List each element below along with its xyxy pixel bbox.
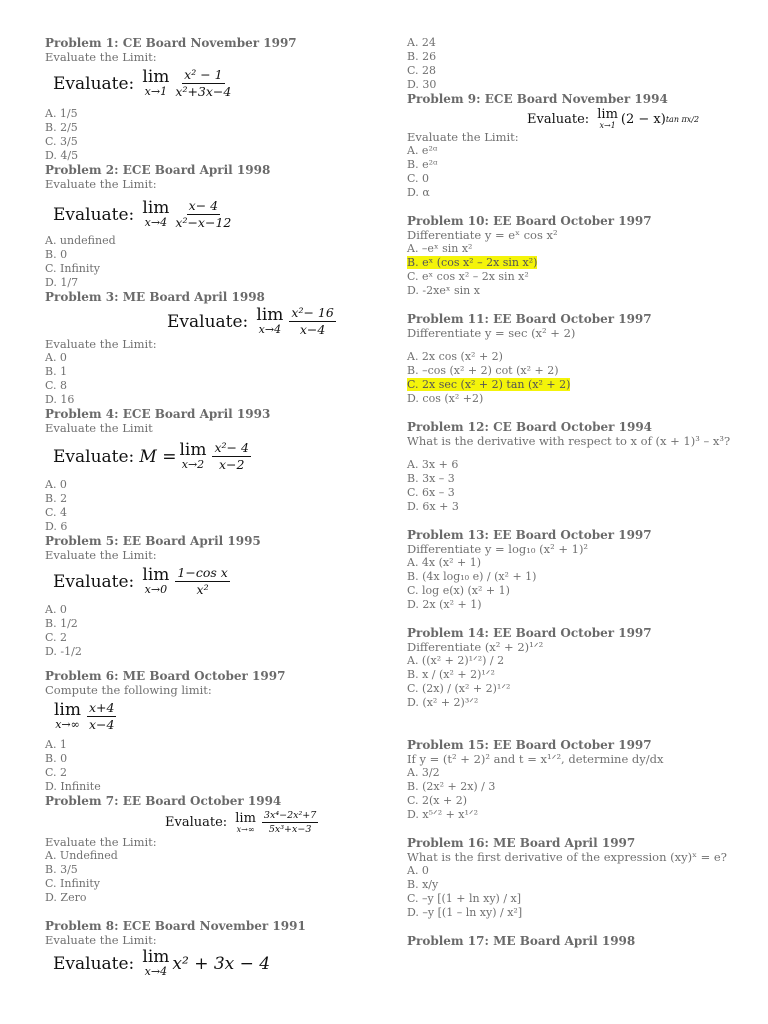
option: B. 2/5	[45, 121, 78, 134]
option: A. –eˣ sin x²	[407, 242, 473, 255]
option: C. 2	[45, 766, 68, 779]
problem-heading: Problem 13: EE Board October 1997	[407, 528, 652, 542]
option: B. 0	[45, 752, 68, 765]
option: A. 0	[45, 603, 67, 616]
problem-heading: Problem 15: EE Board October 1997	[407, 738, 652, 752]
problem-heading: Problem 10: EE Board October 1997	[407, 214, 652, 228]
right-column	[407, 36, 737, 948]
option: A. 0	[45, 478, 67, 491]
option: D. 2x (x² + 1)	[407, 598, 482, 611]
highlighted-option: B. eˣ (cos x² – 2x sin x²)	[407, 256, 538, 269]
option: C. 4	[45, 506, 68, 519]
problem-text: Evaluate the Limit:	[45, 933, 157, 947]
option: C. Infinity	[45, 262, 101, 275]
left-column	[45, 36, 375, 978]
option: A. 0	[45, 351, 67, 364]
option: C. 2	[45, 631, 68, 644]
problem-heading: Problem 8: ECE Board November 1991	[45, 919, 306, 933]
option: C. 8	[45, 379, 68, 392]
problem-heading: Problem 12: CE Board October 1994	[407, 420, 653, 434]
option: B. 26	[407, 50, 437, 63]
option: D. α	[407, 186, 430, 199]
option: D. Zero	[45, 891, 87, 904]
problem-text: Evaluate the Limit:	[45, 50, 157, 64]
option: B. x/y	[407, 878, 439, 891]
problem-heading: Problem 6: ME Board October 1997	[45, 669, 286, 683]
option: C. 28	[407, 64, 437, 77]
option: B. –cos (x² + 2) cot (x² + 2)	[407, 364, 559, 377]
problem-text: Evaluate the Limit:	[45, 337, 157, 351]
limit-equation: Evaluate: lim x→1 (2 − x) tan πx/2	[527, 107, 700, 130]
option: A. 0	[407, 864, 429, 877]
option: D. 6	[45, 520, 68, 533]
option: B. (4x log₁₀ e) / (x² + 1)	[407, 570, 537, 583]
option: B. 1/2	[45, 617, 78, 630]
option: A. undefined	[45, 234, 116, 247]
option: C. 0	[407, 172, 430, 185]
option: D. 4/5	[45, 149, 79, 162]
problem-text: What is the first derivative of the expression (xy)ˣ = e?	[407, 850, 727, 864]
option: C. 3/5	[45, 135, 78, 148]
problem-heading: Problem 17: ME Board April 1998	[407, 934, 636, 948]
problem-text: Compute the following limit:	[45, 683, 212, 697]
option: D. 30	[407, 78, 437, 91]
option: B. 2	[45, 492, 68, 505]
option: B. x / (x² + 2)¹ᐟ²	[407, 668, 495, 681]
problem-heading: Problem 11: EE Board October 1997	[407, 312, 652, 326]
problem-heading: Problem 2: ECE Board April 1998	[45, 163, 271, 177]
option: B. (2x² + 2x) / 3	[407, 780, 496, 793]
limit-equation: Evaluate: M = lim x→2 $\frac{\text{x²− 4}}{x-2}$	[53, 440, 249, 472]
option: D. (x² + 2)³ᐟ²	[407, 696, 479, 709]
option: B. 3x – 3	[407, 472, 455, 485]
option: C. 6x – 3	[407, 486, 455, 499]
problem-heading: Problem 9: ECE Board November 1994	[407, 92, 668, 106]
problem-text: Evaluate the Limit:	[45, 835, 157, 849]
option: A. ((x² + 2)¹ᐟ²) / 2	[407, 654, 505, 667]
option: D. -2xeˣ sin x	[407, 284, 480, 297]
option: A. Undefined	[45, 849, 118, 862]
limit-equation: Evaluate: lim x→1 $\frac{\text{x² − 1}}{\text{x²+3x−4}}$	[53, 67, 232, 99]
option: B. 1	[45, 365, 68, 378]
option: D. 16	[45, 393, 75, 406]
option: D. –y [(1 – ln xy) / x²]	[407, 906, 523, 919]
option: B. 3/5	[45, 863, 78, 876]
problem-text: Evaluate the Limit	[45, 421, 153, 435]
option: A. 4x (x² + 1)	[407, 556, 482, 569]
option: D. -1/2	[45, 645, 82, 658]
problem-heading: Problem 4: ECE Board April 1993	[45, 407, 271, 421]
problem-heading: Problem 3: ME Board April 1998	[45, 290, 265, 304]
problem-text: Evaluate the Limit:	[45, 177, 157, 191]
highlighted-option: C. 2x sec (x² + 2) tan (x² + 2)	[407, 378, 571, 391]
option: C. (2x) / (x² + 2)¹ᐟ²	[407, 682, 511, 695]
problem-text: Evaluate the Limit:	[45, 548, 157, 562]
limit-equation: Evaluate: lim x→4 x² + 3x − 4	[53, 947, 271, 978]
problem-text: Differentiate (x² + 2)¹ᐟ²	[407, 640, 544, 654]
option: D. Infinite	[45, 780, 101, 793]
option: C. Infinity	[45, 877, 101, 890]
problem-heading: Problem 7: EE Board October 1994	[45, 794, 282, 808]
option: B. e²ᵅ	[407, 158, 438, 171]
option: A. 3/2	[407, 766, 440, 779]
option: A. 2x cos (x² + 2)	[407, 350, 503, 363]
option: C. log e(x) (x² + 1)	[407, 584, 510, 597]
option: C. eˣ cos x² – 2x sin x²	[407, 270, 529, 283]
problem-text: If y = (t² + 2)² and t = x¹ᐟ², determine dy/dx	[407, 752, 664, 766]
limit-equation: Evaluate: lim x→4 $\frac{\text{x²− 16}}{x-4}$	[167, 305, 334, 337]
option: C. 2(x + 2)	[407, 794, 468, 807]
problem-text: Differentiate y = eˣ cos x²	[407, 228, 558, 242]
option: D. 6x + 3	[407, 500, 459, 513]
option: A. 1	[45, 738, 67, 751]
option: D. x⁵ᐟ² + x¹ᐟ²	[407, 808, 478, 821]
option: C. –y [(1 + ln xy) / x]	[407, 892, 522, 905]
problem-text: Differentiate y = sec (x² + 2)	[407, 326, 576, 340]
option: A. 3x + 6	[407, 458, 459, 471]
limit-equation: Evaluate: lim x→∞ $\frac{\text{3x⁴−2x²+7}}{\text{5x³+x−3}}$	[165, 810, 317, 835]
option: A. 24	[407, 36, 436, 49]
problem-heading: Problem 5: EE Board April 1995	[45, 534, 261, 548]
option: A. e²ᵅ	[407, 144, 438, 157]
limit-equation: Evaluate: lim x→0 $\frac{\text{1−cos x}}{\text{x²}}$	[53, 565, 228, 597]
option: D. cos (x² +2)	[407, 392, 484, 405]
problem-text: What is the derivative with respect to x of (x + 1)³ – x³?	[407, 434, 731, 448]
problem-heading: Problem 1: CE Board November 1997	[45, 36, 297, 50]
problem-heading: Problem 14: EE Board October 1997	[407, 626, 652, 640]
problem-text: Evaluate the Limit:	[407, 130, 519, 144]
limit-equation: lim x→∞ $\frac{x+4}{x-4}$	[54, 700, 115, 732]
limit-equation: Evaluate: lim x→4 $\frac{x- 4}{\text{x²−x−12}}$	[53, 198, 232, 230]
problem-text: Differentiate y = log₁₀ (x² + 1)²	[407, 542, 589, 556]
option: A. 1/5	[45, 107, 78, 120]
option: B. 0	[45, 248, 68, 261]
option: D. 1/7	[45, 276, 79, 289]
problem-heading: Problem 16: ME Board April 1997	[407, 836, 636, 850]
